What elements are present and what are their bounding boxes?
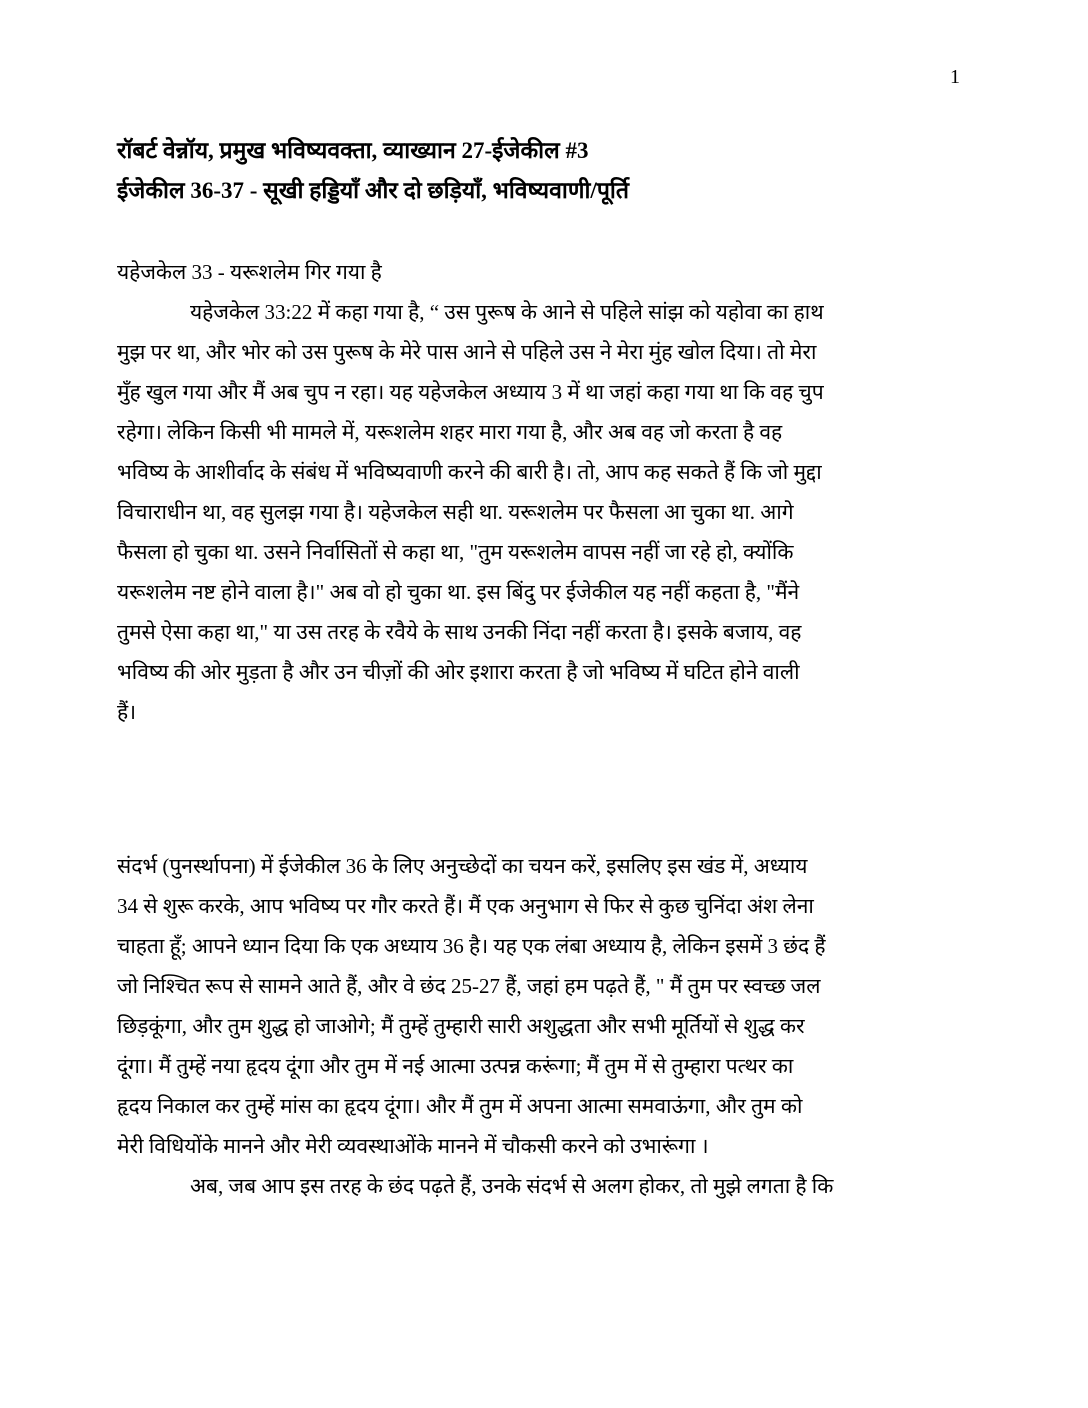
text-line: मुँह खुल गया और मैं अब चुप न रहा। यह यहेजकेल अध्याय 3 में था जहां कहा गया था कि वह चुप xyxy=(117,380,824,404)
document-title-line-2: ईजेकील 36-37 - सूखी हड्डियाँ और दो छड़ियाँ, भविष्यवाणी/पूर्ति xyxy=(117,178,629,203)
text-line: रहेगा। लेकिन किसी भी मामले में, यरूशलेम शहर मारा गया है, और अब वह जो करता है वह xyxy=(117,420,783,444)
text-line: छिड़कूंगा, और तुम शुद्ध हो जाओगे; मैं तुम्हें तुम्हारी सारी अशुद्धता और सभी मूर्तियों से शुद्ध कर xyxy=(117,1014,805,1038)
text-line: अब, जब आप इस तरह के छंद पढ़ते हैं, उनके संदर्भ से अलग होकर, तो मुझे लगता है कि xyxy=(190,1174,834,1198)
text-line: यहेजकेल 33:22 में कहा गया है, “ उस पुरूष के आने से पहिले सांझ को यहोवा का हाथ xyxy=(190,300,824,324)
text-line: जो निश्चित रूप से सामने आते हैं, और वे छंद 25-27 हैं, जहां हम पढ़ते हैं, " मैं तुम पर स्वच्छ जल xyxy=(117,974,821,998)
section-heading: यहेजकेल 33 - यरूशलेम गिर गया है xyxy=(117,260,382,284)
text-line: मेरी विधियोंके मानने और मेरी व्यवस्थाओंके मानने में चौकसी करने को उभारूंगा । xyxy=(117,1134,709,1158)
text-line: तुमसे ऐसा कहा था," या उस तरह के रवैये के साथ उनकी निंदा नहीं करता है। इसके बजाय, वह xyxy=(117,620,802,644)
text-line: हृदय निकाल कर तुम्हें मांस का हृदय दूंगा। और मैं तुम में अपना आत्मा समवाऊंगा, और तुम को xyxy=(117,1094,803,1118)
text-line: भविष्य की ओर मुड़ता है और उन चीज़ों की ओर इशारा करता है जो भविष्य में घटित होने वाली xyxy=(117,660,800,684)
text-line: 34 से शुरू करके, आप भविष्य पर गौर करते हैं। मैं एक अनुभाग से फिर से कुछ चुनिंदा अंश लेना xyxy=(117,894,814,918)
text-line: हैं। xyxy=(117,700,137,724)
text-line: दूंगा। मैं तुम्हें नया हृदय दूंगा और तुम में नई आत्मा उत्पन्न करूंगा; मैं तुम में से तुम्हारा पत्थर का xyxy=(117,1054,794,1078)
document-title-line-1: रॉबर्ट वेन्नॉय, प्रमुख भविष्यवक्ता, व्याख्यान 27-ईजेकील #3 xyxy=(117,138,589,163)
text-line: भविष्य के आशीर्वाद के संबंध में भविष्यवाणी करने की बारी है। तो, आप कह सकते हैं कि जो मुद्दा xyxy=(117,460,822,484)
text-line: फैसला हो चुका था. उसने निर्वासितों से कहा था, "तुम यरूशलेम वापस नहीं जा रहे हो, क्योंकि xyxy=(117,540,794,564)
text-line: विचाराधीन था, वह सुलझ गया है। यहेजकेल सही था. यरूशलेम पर फैसला आ चुका था. आगे xyxy=(117,500,794,524)
text-line: संदर्भ (पुनर्स्थापना) में ईजेकील 36 के लिए अनुच्छेदों का चयन करें, इसलिए इस खंड में, अध्याय xyxy=(117,854,808,878)
text-line: चाहता हूँ; आपने ध्यान दिया कि एक अध्याय 36 है। यह एक लंबा अध्याय है, लेकिन इसमें 3 छंद हैं xyxy=(117,934,826,958)
text-line: यरूशलेम नष्ट होने वाला है।" अब वो हो चुका था. इस बिंदु पर ईजेकील यह नहीं कहता है, "मैंने xyxy=(117,580,800,604)
text-line: मुझ पर था, और भोर को उस पुरूष के मेरे पास आने से पहिले उस ने मेरा मुंह खोल दिया। तो मेरा xyxy=(117,340,817,364)
page-number: 1 xyxy=(950,66,960,88)
